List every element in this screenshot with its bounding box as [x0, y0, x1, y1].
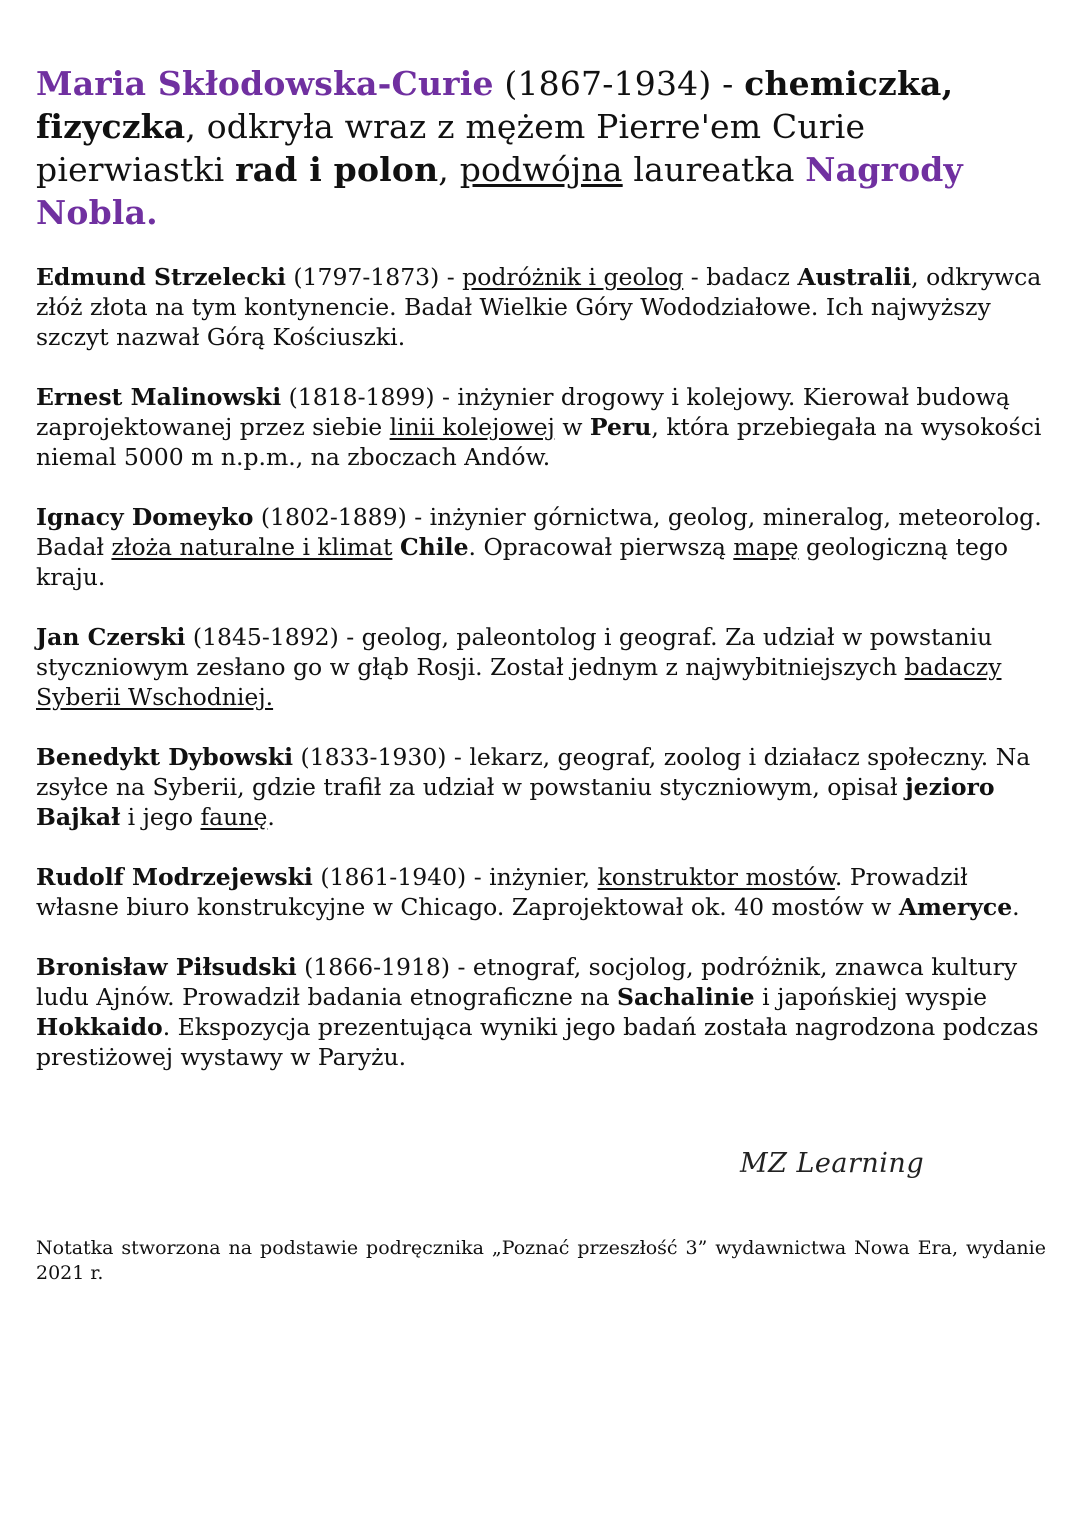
entry-bold: Chile: [399, 533, 469, 561]
entry-strzelecki: [36, 262, 1046, 352]
entry-underlined: złoża naturalne i klimat: [111, 533, 393, 561]
entry-malinowski: [36, 382, 1046, 472]
entry-text: (1818-1899) - inżynier drogowy i kolejowy. Kierował budową zaprojektowanej przez siebie: [36, 383, 1010, 441]
entry-text: [392, 533, 399, 561]
entry-bold: Australii: [797, 263, 912, 291]
entry-text: .: [267, 803, 275, 831]
intro-text: ,: [438, 150, 460, 189]
entry-name: Benedykt Dybowski: [36, 743, 294, 771]
intro-text: laureatka: [622, 150, 806, 189]
entry-bold: Peru: [589, 413, 652, 441]
entry-underlined: badaczy Syberii Wschodniej.: [36, 653, 1002, 711]
person-name: Maria Skłodowska-Curie: [36, 64, 494, 103]
entry-text: . Prowadził własne biuro konstrukcyjne w Chicago. Zaprojektował ok. 40 mostów w: [36, 863, 968, 921]
source-footnote: Notatka stworzona na podstawie podręcznika „Poznać przeszłość 3” wydawnictwa Nowa Era, wydanie 2021 r.: [36, 1237, 1046, 1284]
entry-bold: Hokkaido: [36, 1013, 163, 1041]
entry-name: Ignacy Domeyko: [36, 503, 254, 531]
intro-elements: rad i polon: [235, 150, 439, 189]
intro-prize: Nagrody Nobla.: [36, 150, 963, 232]
entry-czerski: [36, 622, 1046, 712]
entry-bold: jezioro Bajkał: [36, 773, 995, 831]
entry-bold: Sachalinie: [616, 983, 755, 1011]
intro-paragraph: [36, 62, 1046, 234]
person-dates: (1867-1934) -: [493, 64, 745, 103]
entry-text: , która przebiegała na wysokości niemal 5000 m n.p.m., na zboczach Andów.: [36, 413, 1042, 471]
entry-underlined: mapę: [733, 533, 799, 561]
document-body: [36, 62, 1046, 1102]
entry-text: geologiczną tego kraju.: [36, 533, 1009, 591]
entry-text: (1866-1918) - etnograf, socjolog, podróżnik, znawca kultury ludu Ajnów. Prowadził badania etnograficzne na: [36, 953, 1018, 1011]
entry-text: w: [554, 413, 590, 441]
entry-pilsudski: [36, 952, 1046, 1072]
intro-text: , odkryła wraz z mężem Pierre'em Curie pierwiastki: [36, 107, 866, 189]
entry-text: (1861-1940) - inżynier,: [312, 863, 598, 891]
entry-text: - badacz: [683, 263, 798, 291]
entry-dybowski: [36, 742, 1046, 832]
entry-text: .: [1012, 893, 1020, 921]
entry-underlined: konstruktor mostów: [597, 863, 835, 891]
entry-name: Ernest Malinowski: [36, 383, 282, 411]
entry-underlined: linii kolejowej: [389, 413, 555, 441]
intro-double: podwójna: [459, 150, 623, 189]
entry-text: . Ekspozycja prezentująca wyniki jego badań została nagrodzona podczas prestiżowej wystawy w Paryżu.: [36, 1013, 1039, 1071]
entry-underlined: podróżnik i geolog: [462, 263, 684, 291]
entry-modrzejewski: [36, 862, 1046, 922]
entry-text: i japońskiej wyspie: [754, 983, 988, 1011]
entry-underlined: faunę: [200, 803, 268, 831]
entry-name: Rudolf Modrzejewski: [36, 863, 313, 891]
entry-text: (1797-1873) -: [285, 263, 463, 291]
entry-text: (1833-1930) - lekarz, geograf, zoolog i działacz społeczny. Na zsyłce na Syberii, gdzie trafił za udział w powstaniu styczniowym, opisał: [36, 743, 1031, 801]
signature: MZ Learning: [740, 1148, 925, 1179]
entry-text: . Opracował pierwszą: [468, 533, 734, 561]
entry-text: (1845-1892) - geolog, paleontolog i geograf. Za udział w powstaniu styczniowym zesłano go w głąb Rosji. Został jednym z najwybitniejszych: [36, 623, 993, 681]
entry-name: Jan Czerski: [36, 623, 186, 651]
entry-text: (1802-1889) - inżynier górnictwa, geolog, mineralog, meteorolog. Badał: [36, 503, 1042, 561]
entry-name: Edmund Strzelecki: [36, 263, 286, 291]
person-role: chemiczka, fizyczka: [36, 64, 954, 146]
entry-text: i jego: [120, 803, 201, 831]
entry-bold: Ameryce: [898, 893, 1013, 921]
entry-name: Bronisław Piłsudski: [36, 953, 297, 981]
entry-text: , odkrywca złóż złota na tym kontynencie. Badał Wielkie Góry Wododziałowe. Ich najwyższy szczyt nazwał Górą Kościuszki.: [36, 263, 1042, 351]
entry-domeyko: [36, 502, 1046, 592]
